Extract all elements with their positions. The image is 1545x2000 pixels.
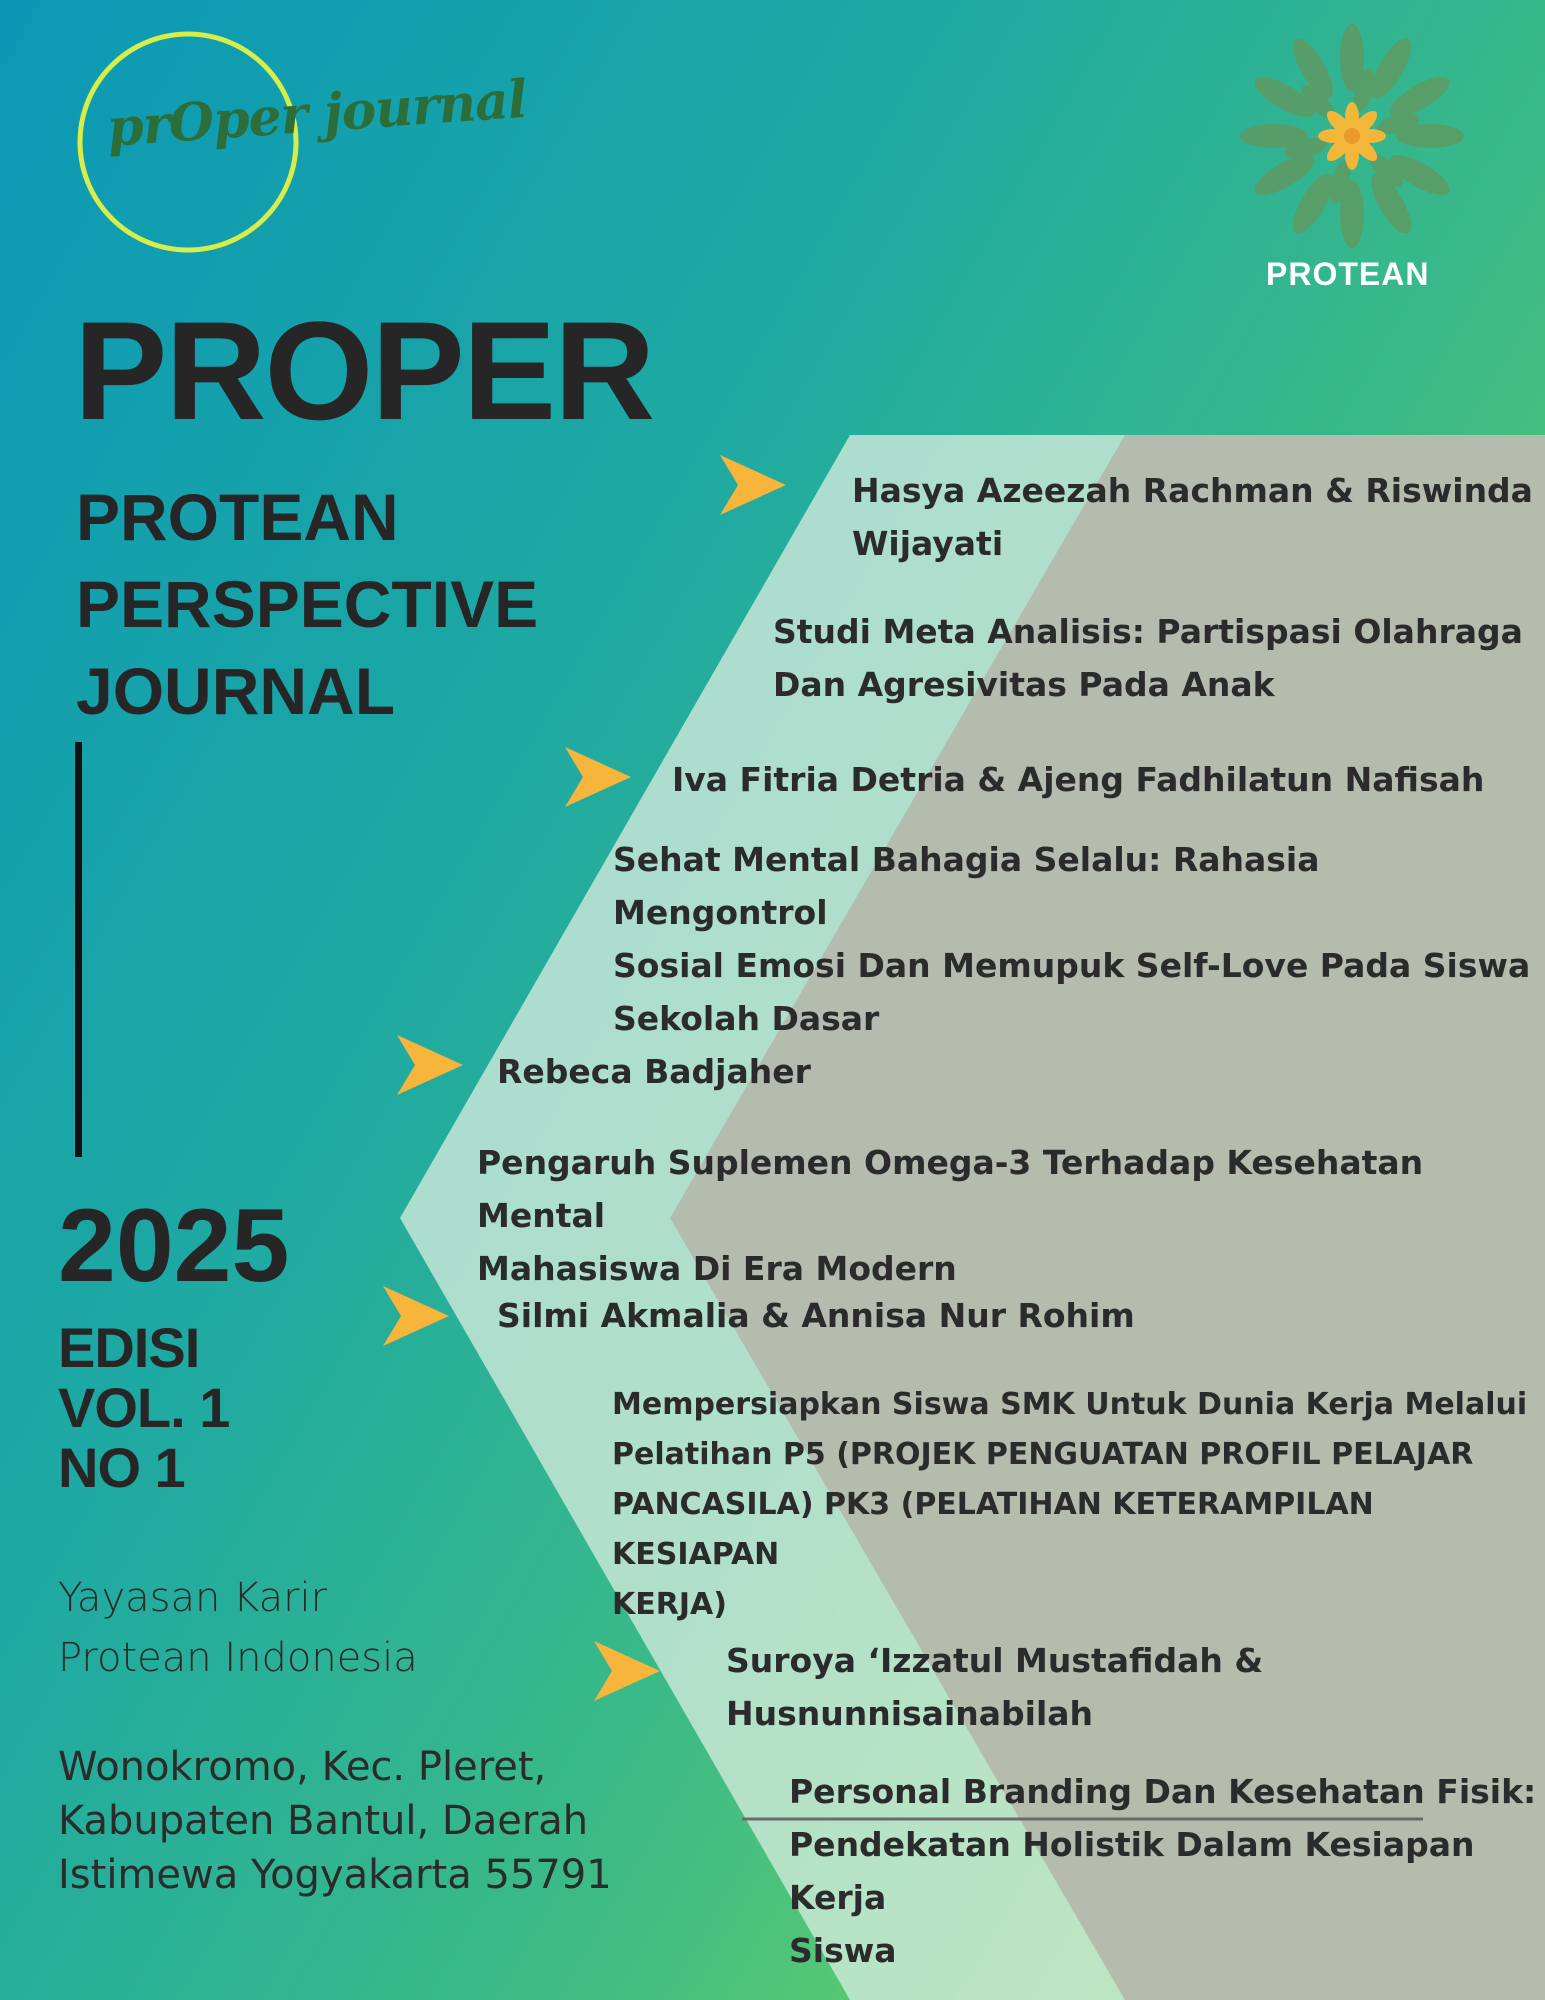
article-authors: Hasya Azeezah Rachman & Riswinda Wijayati (852, 471, 1533, 563)
article-authors: Rebeca Badjaher (497, 1052, 811, 1091)
article-title: Pengaruh Suplemen Omega-3 Terhadap Kesehatan Mental Mahasiswa Di Era Modern (477, 1143, 1424, 1288)
address-line: Istimewa Yogyakarta 55791 (58, 1852, 612, 1898)
article-authors: Silmi Akmalia & Annisa Nur Rohim (497, 1296, 1135, 1335)
edition-line: NO 1 (58, 1436, 185, 1499)
article-title: Personal Branding Dan Kesehatan Fisik: Pendekatan Holistik Dalam Kesiapan Kerja Siswa (789, 1772, 1537, 1970)
subtitle-line: JOURNAL (76, 654, 396, 728)
article-authors: Suroya ‘Izzatul Mustafidah & Husnunnisainabilah (726, 1641, 1264, 1733)
publisher-line: Yayasan Karir (58, 1575, 328, 1621)
arrow-icon (594, 1641, 660, 1701)
protean-flower-icon (1240, 24, 1464, 248)
address-line: Wonokromo, Kec. Pleret, (58, 1744, 547, 1790)
subtitle-line: PERSPECTIVE (76, 567, 539, 641)
journal-acronym: PROPER (74, 292, 654, 449)
arrow-icon (565, 747, 631, 807)
journal-subtitle (76, 474, 538, 735)
edition-line: VOL. 1 (58, 1376, 230, 1439)
article-title: Studi Meta Analisis: Partispasi Olahraga Dan Agresivitas Pada Anak (773, 612, 1523, 704)
publisher-line: Protean Indonesia (58, 1635, 418, 1681)
issue-edition (58, 1318, 229, 1498)
arrow-icon (720, 455, 786, 515)
arrow-icon (397, 1035, 463, 1095)
protean-brand-name: PROTEAN (1266, 256, 1430, 292)
vertical-rule (75, 742, 82, 1157)
article-authors: Iva Fitria Detria & Ajeng Fadhilatun Nafisah (672, 760, 1485, 799)
edition-line: EDISI (58, 1316, 200, 1379)
proper-journal-logo-text: prOper journal (105, 68, 529, 159)
issue-year: 2025 (58, 1188, 290, 1304)
subtitle-line: PROTEAN (76, 480, 399, 554)
article-title: Sehat Mental Bahagia Selalu: Rahasia Mengontrol Sosial Emosi Dan Memupuk Self-Love Pada Siswa Sekolah Dasar (613, 840, 1531, 1038)
arrow-icon (383, 1286, 449, 1346)
address-line: Kabupaten Bantul, Daerah (58, 1798, 589, 1844)
article-title: Mempersiapkan Siswa SMK Untuk Dunia Kerja Melalui Pelatihan P5 (PROJEK PENGUATAN PROFIL PELAJAR PANCASILA) PK3 (PELATIHAN KETERAMPILAN KESIAPAN KERJA) (612, 1387, 1528, 1622)
publisher (58, 1568, 418, 1688)
address (58, 1740, 612, 1902)
